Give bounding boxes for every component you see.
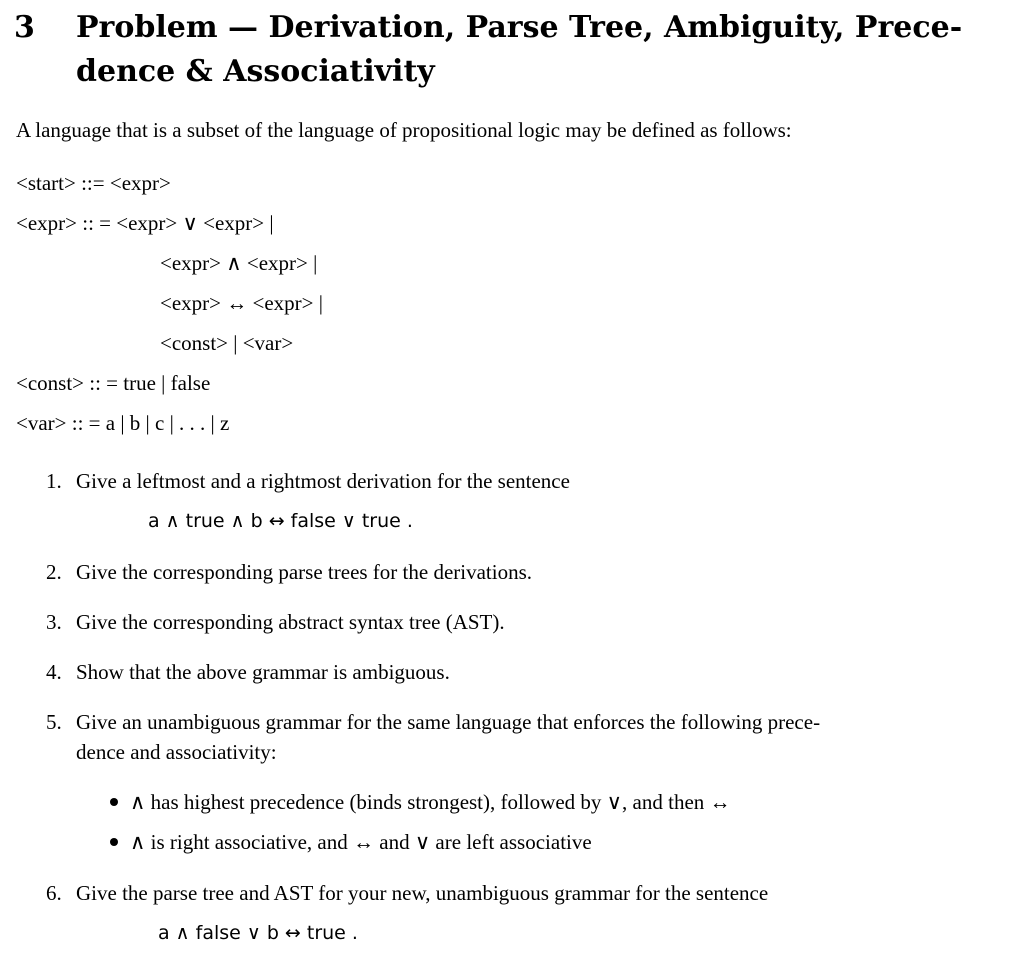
item-sentence: a ∧ true ∧ b ↔ false ∨ true . (148, 510, 413, 532)
item-text: Show that the above grammar is ambiguous. (76, 660, 450, 684)
grammar-rule-expr-alt: <expr> ↔ <expr> | (160, 291, 323, 315)
grammar-rule-expr-alt: <expr> ∧ <expr> | (160, 251, 318, 275)
bullet-icon (110, 838, 118, 846)
bullet-icon (110, 798, 118, 806)
item-text-continued: dence and associativity: (76, 740, 277, 764)
section-number: 3 (14, 10, 35, 45)
grammar-rule-start: <start> ::= <expr> (16, 171, 171, 195)
item-number: 5. (46, 710, 62, 734)
grammar-rule-const: <const> :: = true | false (16, 371, 211, 395)
item-number: 6. (46, 881, 62, 905)
bullet-item: ∧ is right associative, and ↔ and ∨ are left associative (130, 830, 592, 854)
grammar-rule-expr-alt: <const> | <var> (160, 331, 294, 355)
grammar-rule-expr: <expr> :: = <expr> ∨ <expr> | (16, 211, 274, 235)
grammar-rule-var: <var> :: = a | b | c | . . . | z (16, 411, 230, 435)
item-sentence: a ∧ false ∨ b ↔ true . (158, 922, 358, 944)
item-text: Give the parse tree and AST for your new, unambiguous grammar for the sentence (76, 881, 769, 905)
item-number: 1. (46, 469, 62, 493)
section-title-line2: dence & Associativity (76, 54, 435, 89)
item-text: Give an unambiguous grammar for the same language that enforces the following prece- (76, 710, 821, 734)
item-text: Give a leftmost and a rightmost derivation for the sentence (76, 469, 570, 493)
item-number: 2. (46, 560, 62, 584)
section-title-line1: Problem — Derivation, Parse Tree, Ambiguity, Prece- (76, 10, 963, 45)
item-text: Give the corresponding abstract syntax tree (AST). (76, 610, 505, 634)
item-number: 4. (46, 660, 62, 684)
item-text: Give the corresponding parse trees for the derivations. (76, 560, 533, 584)
bullet-item: ∧ has highest precedence (binds strongest), followed by ∨, and then ↔ (130, 790, 731, 814)
intro-paragraph: A language that is a subset of the language of propositional logic may be defined as follows: (16, 118, 792, 142)
item-number: 3. (46, 610, 62, 634)
